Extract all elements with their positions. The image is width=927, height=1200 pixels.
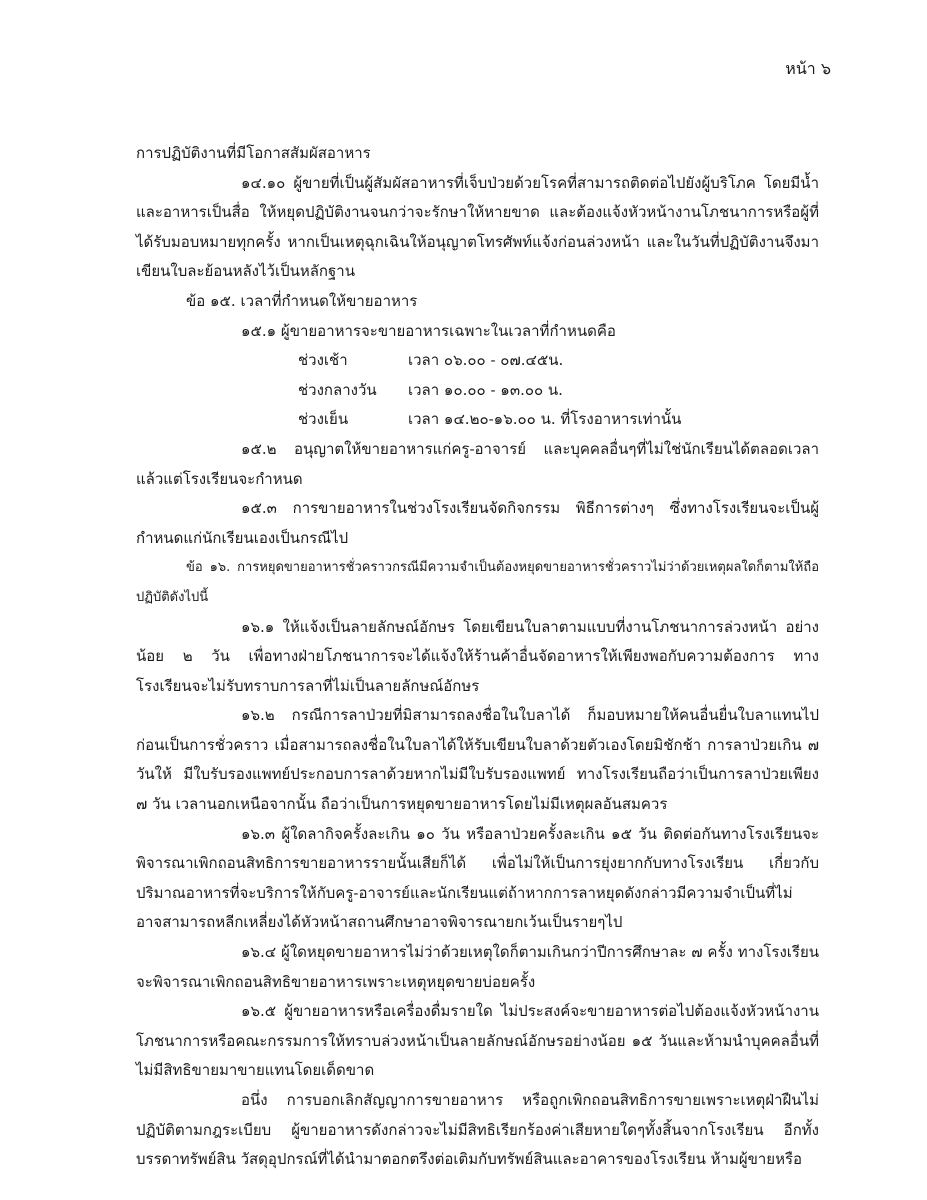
- schedule-label: ช่วงเช้า: [298, 351, 348, 370]
- paragraph: ๑๖.๓ ผู้ใดลากิจครั้งละเกิน ๑๐ วัน หรือลาป่วยครั้งละเกิน ๑๕ วัน ติดต่อกันทางโรงเรียนจะพิจารณาเพิกถอนสิทธิการขายอาหารรายนั้นเสียก็ได้ เพื่อไม่ให้เป็นการยุ่งยากกับทางโรงเรียน เกี่ยวกับปริมาณอาหารที่จะบริการให้กับครู-อาจารย์และนักเรียนแต่ถ้าหากการลาหยุดดังกล่าวมีความจำเป็นที่ไม่อาจสามารถหลีกเหลี่ยงได้หัวหน้าสถานศึกษาอาจพิจารณายกเว้นเป็นรายๆไป: [136, 824, 819, 932]
- paragraph: ๑๖.๑ ให้แจ้งเป็นลายลักษณ์อักษร โดยเขียนใบลาตามแบบที่งานโภชนาการล่วงหน้า อย่างน้อย ๒ วัน เพื่อทางฝ่ายโภชนาการจะได้แจ้งให้ร้านค้าอื่นจัดอาหารให้เพียงพอกับความต้องการ ทางโรงเรียนจะไม่รับทราบการลาที่ไม่เป็นลายลักษณ์อักษร: [136, 617, 819, 695]
- paragraph: ๑๕.๓ การขายอาหารในช่วงโรงเรียนจัดกิจกรรม พิธีการต่างๆ ซึ่งทางโรงเรียนจะเป็นผู้กำหนดแก่นักเรียนเองเป็นกรณีไป: [136, 499, 819, 547]
- sales-schedule: [136, 346, 819, 435]
- paragraph: ๑๕.๑ ผู้ขายอาหารจะขายอาหารเฉพาะในเวลาที่กำหนดคือ: [241, 321, 616, 340]
- intro-paragraphs: [136, 139, 819, 346]
- document-body: [136, 139, 819, 1175]
- paragraph: อนึ่ง การบอกเลิกสัญญาการขายอาหาร หรือถูกเพิกถอนสิทธิการขายเพราะเหตุฝ่าฝืนไม่ปฏิบัติตามกฎระเบียบ ผู้ขายอาหารดังกล่าวจะไม่มีสิทธิเรียกร้องค่าเสียหายใดๆทั้งสิ้นจากโรงเรียน อีกทั้งบรรดาทรัพย์สิน วัสดุอุปกรณ์ที่ได้นำมาตอกตรึงต่อเติมกับทรัพย์สินและอาคารของโรงเรียน ห้ามผู้ขายหรือ: [136, 1091, 819, 1169]
- schedule-label: ช่วงกลางวัน: [298, 380, 377, 399]
- paragraph: ข้อ ๑๖. การหยุดขายอาหารชั่วคราวกรณีมีความจำเป็นต้องหยุดขายอาหารชั่วคราวไม่ว่าด้วยเหตุผลใดก็ตามให้ถือปฏิบัติดังไปนี้: [136, 560, 819, 605]
- paragraph: ข้อ ๑๕. เวลาที่กำหนดให้ขายอาหาร: [186, 291, 418, 310]
- schedule-time: เวลา ๑๔.๒๐-๑๖.๐๐ น. ที่โรงอาหารเท่านั้น: [408, 410, 682, 429]
- schedule-row: [136, 346, 819, 376]
- schedule-row: [136, 376, 819, 406]
- rules-paragraphs: [136, 435, 819, 1175]
- schedule-label: ช่วงเย็น: [298, 410, 349, 429]
- page-number: หน้า ๖: [785, 59, 831, 78]
- schedule-row: [136, 405, 819, 435]
- schedule-time: เวลา ๑๐.๐๐ - ๑๓.๐๐ น.: [408, 380, 563, 399]
- paragraph: ๑๕.๒ อนุญาตให้ขายอาหารแก่ครู-อาจารย์ และบุคคลอื่นๆที่ไม่ใช่นักเรียนได้ตลอดเวลาแล้วแต่โรงเรียนจะกำหนด: [136, 439, 819, 488]
- paragraph: ๑๔.๑๐ ผู้ขายที่เป็นผู้สัมผัสอาหารที่เจ็บป่วยด้วยโรคที่สามารถติดต่อไปยังผู้บริโภค โดยมีน้ำและอาหารเป็นสื่อ ให้หยุดปฏิบัติงานจนกว่าจะรักษาให้หายขาด และต้องแจ้งหัวหน้างานโภชนาการหรือผู้ที่ได้รับมอบหมายทุกครั้ง หากเป็นเหตุฉุกเฉินให้อนุญาตโทรศัพท์แจ้งก่อนล่วงหน้า และในวันที่ปฏิบัติงานจึงมาเขียนใบละย้อนหลังไว้เป็นหลักฐาน: [136, 173, 819, 281]
- paragraph: ๑๖.๕ ผู้ขายอาหารหรือเครื่องดื่มรายใด ไม่ประสงค์จะขายอาหารต่อไปต้องแจ้งหัวหน้างานโภชนาการหรือคณะกรรมการให้ทราบล่วงหน้าเป็นลายลักษณ์อักษรอย่างน้อย ๑๕ วันและห้ามนำบุคคลอื่นที่ไม่มีสิทธิขายมาขายแทนโดยเด็ดขาด: [136, 1002, 819, 1080]
- schedule-time: เวลา ๐๖.๐๐ - ๐๗.๔๕น.: [408, 351, 564, 370]
- paragraph: ๑๖.๔ ผู้ใดหยุดขายอาหารไม่ว่าด้วยเหตุใดก็ตามเกินกว่าปีการศึกษาละ ๗ ครั้ง ทางโรงเรียนจะพิจารณาเพิกถอนสิทธิขายอาหารเพราะเหตุหยุดขายบ่อยครั้ง: [136, 943, 819, 991]
- paragraph: การปฏิบัติงานที่มีโอกาสสัมผัสอาหาร: [136, 144, 371, 162]
- paragraph: ๑๖.๒ กรณีการลาป่วยที่มิสามารถลงชื่อในใบลาได้ ก็มอบหมายให้คนอื่นยื่นใบลาแทนไปก่อนเป็นการชั่วคราว เมื่อสามารถลงชื่อในใบลาได้ให้รับเขียนใบลาด้วยตัวเองโดยมิชักช้า การลาป่วยเกิน ๗ วันให้ มีใบรับรองแพทย์ประกอบการลาด้วยหากไม่มีใบรับรองแพทย์ ทางโรงเรียนถือว่าเป็นการลาป่วยเพียง ๗ วัน เวลานอกเหนือจากนั้น ถือว่าเป็นการหยุดขายอาหารโดยไม่มีเหตุผลอันสมควร: [136, 706, 819, 814]
